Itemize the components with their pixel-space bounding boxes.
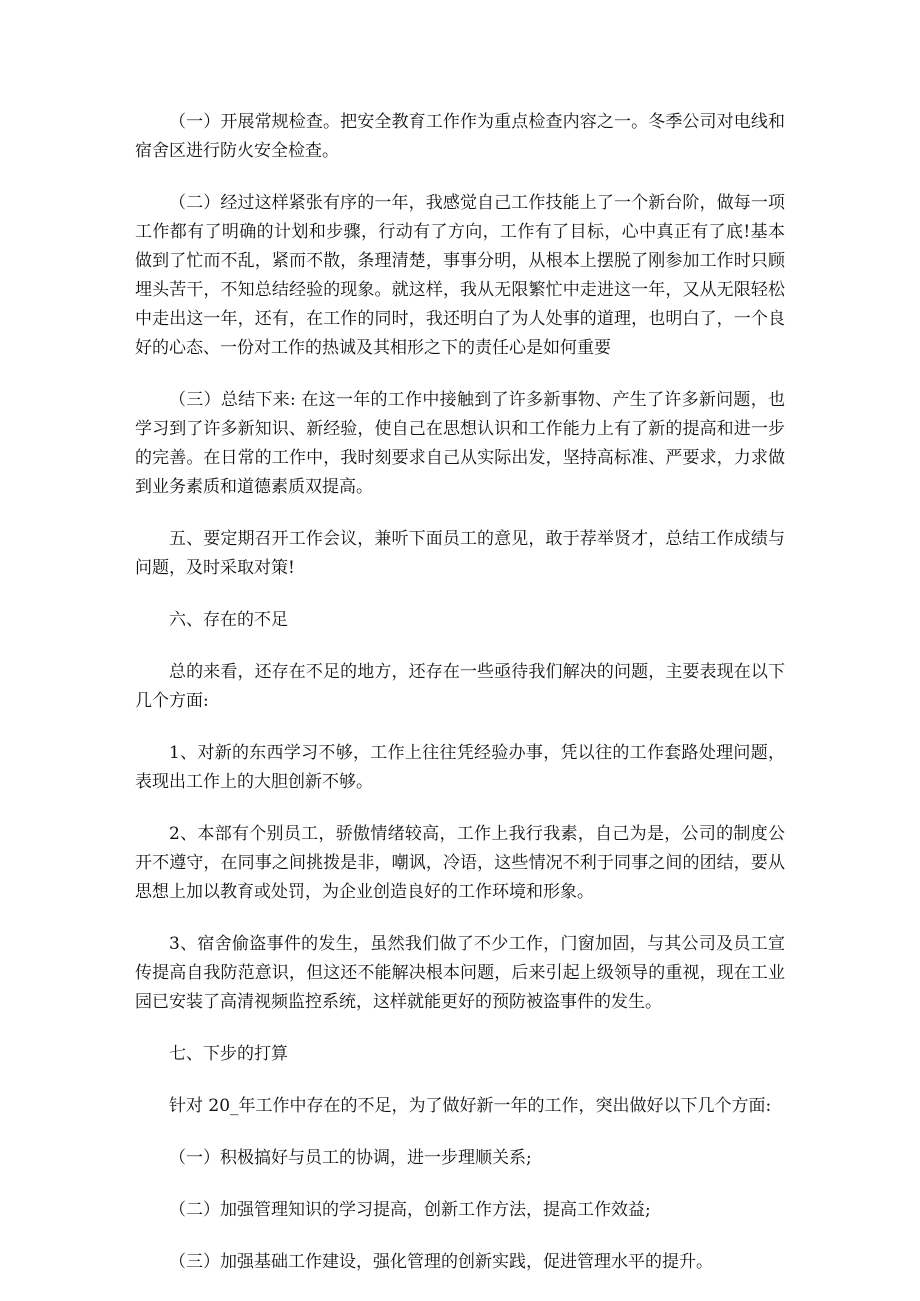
paragraph-plan-2: （二）加强管理知识的学习提高，创新工作方法，提高工作效益; [169,1200,651,1220]
paragraph-routine-inspection: （一）开展常规检查。把安全教育工作作为重点检查内容之一。冬季公司对电线和宿舍区进行防火安全检查。 [135,112,785,161]
paragraph-summary: （三）总结下来: 在这一年的工作中接触到了许多新事物、产生了许多新问题，也学习到了许多新知识、新经验，使自己在思想认识和工作能力上有了新的提高和进一步的完善。在日常的工作中，我时刻要求自己从实际出发，坚持高标准、严要求，力求做到业务素质和道德素质双提高。 [135,390,785,497]
paragraph-plan-3: （三）加强基础工作建设，强化管理的创新实践，促进管理水平的提升。 [169,1252,713,1272]
paragraph-section-five: 五、要定期召开工作会议，兼听下面员工的意见，敢于荐举贤才，总结工作成绩与问题，及时采取对策! [135,529,785,578]
paragraph-plan-1: （一）积极搞好与员工的协调，进一步理顺关系; [169,1148,532,1168]
paragraph-shortcoming-1: 1、对新的东西学习不够，工作上往往凭经验办事，凭以往的工作套路处理问题，表现出工作上的大胆创新不够。 [135,743,785,792]
paragraph-shortcomings-intro: 总的来看，还存在不足的地方，还存在一些亟待我们解决的问题，主要表现在以下几个方面: [135,662,785,711]
paragraph-shortcoming-2: 2、本部有个别员工，骄傲情绪较高，工作上我行我素，自己为是，公司的制度公开不遵守，在同事之间挑拨是非，嘲讽，冷语，这些情况不利于同事之间的团结，要从思想上加以教育或处罚，为企业创造良好的工作环境和形象。 [135,824,785,902]
heading-shortcomings: 六、存在的不足 [169,610,288,630]
paragraph-work-skills: （二）经过这样紧张有序的一年，我感觉自己工作技能上了一个新台阶，做每一项工作都有了明确的计划和步骤，行动有了方向，工作有了目标，心中真正有了底!基本做到了忙而不乱，紧而不散，条理清楚，事事分明，从根本上摆脱了刚参加工作时只顾埋头苦干，不知总结经验的现象。就这样，我从无限繁忙中走进这一年，又从无限轻松中走出这一年，还有，在工作的同时，我还明白了为人处事的道理，也明白了，一个良好的心态、一份对工作的热诚及其相形之下的责任心是如何重要 [135,193,785,358]
paragraph-shortcoming-3: 3、宿舍偷盗事件的发生，虽然我们做了不少工作，门窗加固，与其公司及员工宣传提高自我防范意识，但这还不能解决根本问题，后来引起上级领导的重视，现在工业园已安装了高清视频监控系统，这样就能更好的预防被盗事件的发生。 [135,934,785,1012]
document-body [135,108,785,1277]
heading-next-steps: 七、下步的打算 [169,1044,288,1064]
paragraph-next-steps-intro: 针对 20_年工作中存在的不足，为了做好新一年的工作，突出做好以下几个方面: [169,1096,772,1116]
